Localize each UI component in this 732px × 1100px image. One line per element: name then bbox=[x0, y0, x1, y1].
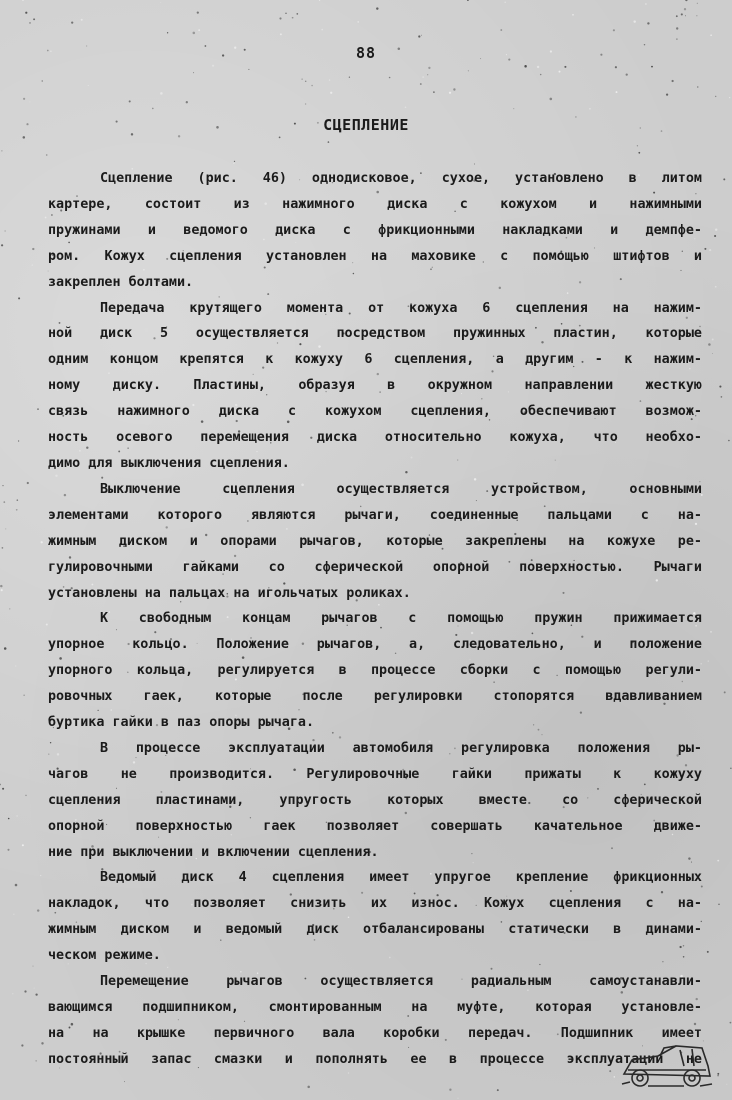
speckle bbox=[721, 396, 723, 398]
speckle bbox=[697, 86, 698, 87]
speckle bbox=[45, 217, 47, 219]
speckle bbox=[23, 136, 26, 139]
speckle bbox=[614, 1076, 616, 1078]
speckle bbox=[420, 83, 422, 85]
speckle bbox=[4, 647, 7, 650]
speckle bbox=[167, 32, 168, 33]
speckle bbox=[5, 230, 6, 231]
speckle bbox=[13, 914, 14, 915]
text-line: ному диску. Пластины, образуя в окружном направлении жесткую bbox=[48, 378, 702, 394]
speckle bbox=[422, 76, 424, 78]
speckle bbox=[5, 528, 6, 529]
speckle bbox=[330, 92, 332, 94]
speckle bbox=[405, 107, 407, 109]
speckle bbox=[248, 69, 249, 70]
speckle bbox=[676, 27, 678, 29]
speckle bbox=[717, 1075, 719, 1077]
body-text bbox=[48, 166, 702, 1073]
speckle bbox=[676, 15, 678, 17]
text-line: сцепления пластинами, упругость которых вместе со сферической bbox=[48, 792, 702, 808]
speckle bbox=[22, 0, 24, 1]
speckle bbox=[645, 3, 647, 5]
speckle bbox=[615, 66, 617, 68]
speckle bbox=[537, 66, 539, 68]
speckle bbox=[525, 65, 526, 66]
speckle bbox=[18, 440, 19, 441]
speckle bbox=[708, 343, 711, 346]
speckle bbox=[8, 818, 10, 820]
speckle bbox=[37, 909, 39, 911]
speckle bbox=[88, 85, 89, 86]
text-line: ром. Кожух сцепления установлен на маховике с помощью штифтов и bbox=[48, 248, 702, 264]
text-line: В процессе эксплуатации автомобиля регулировка положения ры- bbox=[100, 740, 702, 756]
speckle bbox=[305, 103, 306, 104]
speckle bbox=[474, 163, 475, 164]
text-line: вающимся подшипником, смонтированным на муфте, которая установле- bbox=[48, 1000, 702, 1015]
text-line: ровочных гаек, которые после регулировки стопорятся вдавливанием bbox=[48, 689, 702, 705]
speckle bbox=[29, 22, 31, 24]
speckle bbox=[504, 1, 506, 3]
speckle bbox=[671, 80, 673, 82]
speckle bbox=[301, 78, 302, 79]
text-line: элементами которого являются рычаги, соединенные пальцами с на- bbox=[48, 507, 702, 523]
speckle bbox=[124, 1081, 125, 1082]
speckle bbox=[704, 248, 706, 250]
speckle bbox=[707, 951, 709, 953]
speckle bbox=[418, 35, 420, 37]
speckle bbox=[152, 108, 154, 110]
speckle bbox=[160, 92, 163, 95]
text-line: ческом режиме. bbox=[48, 948, 161, 964]
text-line: Передача крутящего момента от кожуха 6 сцепления на нажим- bbox=[100, 300, 702, 316]
speckle bbox=[186, 101, 188, 103]
speckle bbox=[35, 993, 37, 995]
speckle bbox=[550, 98, 553, 101]
speckle bbox=[497, 1089, 499, 1091]
speckle bbox=[513, 108, 514, 109]
speckle bbox=[9, 608, 10, 609]
speckle bbox=[717, 1073, 719, 1075]
speckle bbox=[589, 108, 591, 110]
speckle bbox=[321, 29, 323, 31]
speckle bbox=[681, 13, 683, 15]
speckle bbox=[37, 408, 39, 410]
speckle bbox=[715, 228, 717, 230]
text-line: Перемещение рычагов осуществляется радиальным самоустанавли- bbox=[100, 974, 702, 990]
speckle bbox=[729, 97, 730, 98]
speckle bbox=[723, 178, 725, 180]
speckle bbox=[717, 860, 719, 862]
speckle bbox=[2, 485, 3, 486]
speckle bbox=[697, 3, 698, 4]
speckle bbox=[33, 966, 34, 967]
speckle bbox=[197, 11, 199, 13]
speckle bbox=[376, 7, 378, 9]
speckle bbox=[24, 695, 25, 696]
text-line: закреплен болтами. bbox=[48, 274, 194, 290]
speckle bbox=[280, 33, 282, 35]
text-line: ность осевого перемещения диска относительно кожуха, что необхо- bbox=[48, 430, 702, 446]
speckle bbox=[193, 32, 196, 35]
speckle bbox=[719, 386, 721, 388]
speckle bbox=[715, 96, 716, 97]
speckle bbox=[178, 135, 180, 137]
speckle bbox=[666, 93, 668, 95]
page-number: 88 bbox=[355, 44, 377, 62]
speckle bbox=[1, 589, 3, 591]
speckle bbox=[24, 990, 26, 992]
text-line: установлены на пальцах на игольчатых роликах. bbox=[48, 585, 411, 601]
speckle bbox=[21, 1044, 23, 1046]
text-line: К свободным концам рычагов с помощью пружин прижимается bbox=[100, 611, 702, 627]
speckle bbox=[433, 91, 435, 93]
speckle bbox=[41, 541, 43, 543]
speckle bbox=[651, 66, 653, 68]
speckle bbox=[81, 19, 83, 21]
speckle bbox=[329, 79, 330, 80]
speckle bbox=[305, 81, 306, 82]
speckle bbox=[2, 788, 4, 790]
speckle bbox=[730, 1022, 732, 1024]
speckle bbox=[233, 163, 235, 165]
speckle bbox=[12, 993, 13, 994]
text-line: чагов не производится. Регулировочные гайки прижаты к кожуху bbox=[48, 766, 702, 782]
speckle bbox=[292, 17, 294, 19]
speckle bbox=[500, 29, 502, 31]
speckle bbox=[33, 18, 35, 20]
speckle bbox=[449, 92, 451, 94]
speckle bbox=[198, 29, 200, 31]
text-line: ной диск 5 осуществляется посредством пружинных пластин, которые bbox=[48, 326, 702, 342]
speckle bbox=[18, 297, 20, 299]
speckle bbox=[160, 2, 161, 3]
speckle bbox=[626, 73, 628, 75]
speckle bbox=[714, 235, 716, 237]
speckle bbox=[42, 80, 43, 81]
speckle bbox=[457, 1098, 458, 1099]
speckle bbox=[2, 547, 4, 549]
speckle bbox=[427, 74, 428, 75]
text-line: Выключение сцепления осуществляется устройством, основными bbox=[100, 481, 702, 497]
speckle bbox=[564, 66, 566, 68]
speckle bbox=[15, 884, 18, 887]
speckle bbox=[637, 145, 638, 146]
speckle bbox=[696, 15, 697, 16]
car-sketch-icon bbox=[618, 1040, 714, 1092]
speckle bbox=[708, 660, 709, 661]
speckle bbox=[349, 77, 350, 78]
text-line: упорного кольца, регулируется в процессе сборки с помощью регули- bbox=[48, 663, 702, 679]
speckle bbox=[285, 13, 286, 14]
speckle bbox=[307, 1086, 310, 1089]
speckle bbox=[572, 14, 574, 16]
speckle bbox=[25, 12, 27, 14]
speckle bbox=[712, 339, 714, 341]
speckle bbox=[32, 248, 34, 250]
speckle bbox=[357, 21, 359, 23]
speckle bbox=[676, 38, 677, 39]
speckle bbox=[726, 1084, 727, 1085]
speckle bbox=[712, 353, 713, 354]
text-line: постоянный запас смазки и пополнять ее в процессе эксплуатации не bbox=[48, 1051, 702, 1067]
speckle bbox=[7, 849, 9, 851]
speckle bbox=[638, 152, 640, 154]
speckle bbox=[129, 100, 131, 102]
speckle bbox=[296, 13, 298, 15]
speckle bbox=[0, 784, 1, 786]
speckle bbox=[730, 768, 731, 769]
speckle bbox=[633, 20, 635, 22]
speckle bbox=[193, 72, 194, 73]
text-line: связь нажимного диска с кожухом сцепления, обеспечивают возмож- bbox=[48, 404, 702, 420]
speckle bbox=[685, 15, 686, 16]
speckle bbox=[1, 150, 2, 151]
speckle bbox=[389, 77, 391, 79]
speckle bbox=[17, 499, 19, 501]
speckle bbox=[23, 98, 25, 100]
speckle bbox=[22, 844, 24, 846]
speckle bbox=[71, 21, 73, 23]
speckle bbox=[279, 137, 281, 139]
speckle bbox=[3, 501, 5, 503]
speckle bbox=[29, 101, 30, 102]
speckle bbox=[46, 154, 48, 156]
speckle bbox=[684, 8, 686, 10]
speckle bbox=[16, 509, 18, 511]
speckle bbox=[647, 22, 649, 24]
speckle bbox=[34, 988, 35, 989]
speckle bbox=[279, 17, 281, 19]
speckle bbox=[32, 265, 33, 266]
text-line: одним концом крепятся к кожуху 6 сцепления, а другим - к нажим- bbox=[48, 352, 702, 368]
speckle bbox=[467, 0, 469, 1]
text-line: жимным диском и ведомый диск отбалансированы статически в динами- bbox=[48, 922, 702, 938]
speckle bbox=[16, 815, 17, 816]
speckle bbox=[710, 631, 712, 633]
text-line: пружинами и ведомого диска с фрикционными накладками и демпфе- bbox=[48, 222, 702, 238]
text-line: накладок, что позволяет снизить их износ. Кожух сцепления с на- bbox=[48, 896, 702, 912]
speckle bbox=[319, 0, 320, 1]
speckle bbox=[212, 65, 214, 67]
text-line: Ведомый диск 4 сцепления имеет упругое крепление фрикционных bbox=[100, 870, 702, 886]
text-line: опорной поверхностью гаек позволяет совершать качательное движе- bbox=[48, 818, 702, 834]
speckle bbox=[15, 666, 16, 667]
speckle bbox=[728, 440, 730, 442]
speckle bbox=[234, 161, 235, 162]
speckle bbox=[428, 67, 430, 69]
speckle bbox=[25, 795, 27, 797]
text-line: ние при выключении и включении сцепления. bbox=[48, 844, 379, 860]
speckle bbox=[540, 74, 542, 76]
speckle bbox=[1, 244, 3, 246]
section-heading: СЦЕПЛЕНИЕ bbox=[323, 116, 409, 134]
speckle bbox=[41, 1042, 43, 1044]
speckle bbox=[453, 88, 455, 90]
speckle bbox=[40, 875, 41, 876]
speckle bbox=[559, 71, 561, 73]
speckle bbox=[421, 35, 422, 36]
speckle bbox=[685, 0, 687, 1]
text-line: на на крышке первичного вала коробки передач. Подшипник имеет bbox=[48, 1025, 702, 1041]
text-line: буртика гайки в паз опоры рычага. bbox=[48, 715, 315, 731]
text-line: картере, состоит из нажимного диска с кожухом и нажимными bbox=[48, 196, 702, 212]
speckle bbox=[710, 34, 712, 36]
speckle bbox=[709, 249, 711, 251]
speckle bbox=[468, 70, 469, 71]
text-line: жимным диском и опорами рычагов, которые закреплены на кожухе ре- bbox=[48, 533, 702, 549]
speckle bbox=[449, 1089, 451, 1091]
text-line: димо для выключения сцепления. bbox=[48, 455, 290, 471]
text-line: гулировочными гайками со сферической опорной поверхностью. Рычаги bbox=[48, 559, 702, 575]
speckle bbox=[27, 482, 29, 484]
speckle bbox=[0, 585, 2, 587]
speckle bbox=[724, 691, 726, 693]
speckle bbox=[311, 85, 313, 87]
speckle bbox=[718, 904, 719, 905]
speckle bbox=[616, 91, 618, 93]
text-line: Сцепление (рис. 46) однодисковое, сухое, установлено в литом bbox=[100, 171, 702, 186]
speckle bbox=[328, 141, 330, 143]
text-line: упорное кольцо. Положение рычагов, а, следовательно, и положение bbox=[48, 637, 702, 653]
speckle bbox=[613, 29, 615, 31]
speckle bbox=[715, 286, 717, 288]
speckle bbox=[36, 1060, 37, 1061]
